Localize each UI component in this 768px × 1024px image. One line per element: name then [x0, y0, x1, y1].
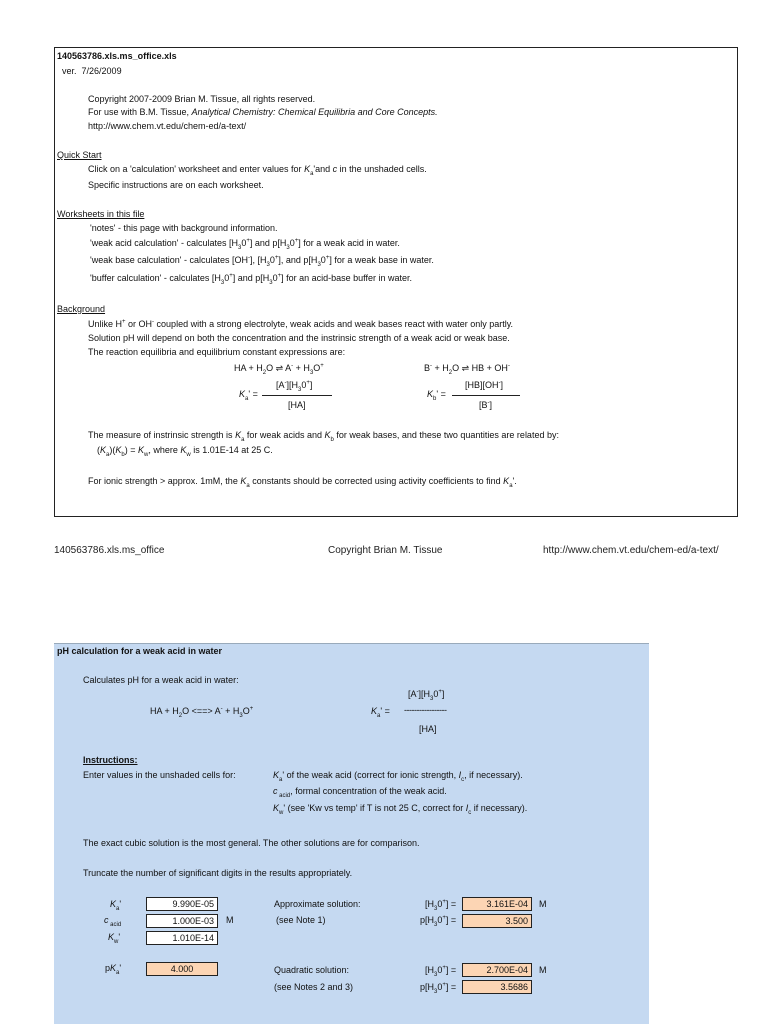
instructions-lead: Enter values in the unshaded cells for: [83, 770, 236, 780]
quadratic-solution-note: (see Notes 2 and 3) [274, 982, 354, 992]
approx-solution-note: (see Note 1) [276, 915, 326, 925]
approx-solution-label: Approximate solution: [274, 899, 361, 909]
acid-sheet-intro: Calculates pH for a weak acid in water: [83, 675, 239, 685]
instruction-ka: $K_a'$ of the weak acid (correct for ionic strength, $I_c$, if necessary). [273, 770, 523, 783]
pka-output: 4.000 [146, 962, 218, 976]
book-title: Analytical Chemistry: Chemical Equilibria and Core Concepts. [191, 107, 438, 117]
footer-copyright: Copyright Brian M. Tissue [328, 545, 443, 556]
version-date: 7/26/2009 [81, 66, 122, 76]
approx-h3o-unit: M [539, 899, 547, 909]
background-line3: The reaction equilibria and equilibrium constant expressions are: [88, 347, 346, 357]
worksheet-item-buffer: 'buffer calculation' - calculates $[H_30^+]$ and $p[H_30^+]$ for an acid-base buffer in water. [90, 273, 413, 286]
kw-input-label: $K_w'$ [108, 932, 121, 945]
ka-input-label: $K_a'$ [110, 899, 122, 912]
quadratic-h3o-unit: M [539, 965, 547, 975]
truncate-note: Truncate the number of significant digits in the results appropriately. [83, 868, 353, 878]
quadratic-solution-label: Quadratic solution: [274, 965, 350, 975]
acid-sheet-ka-numerator: $[A^-][H_30^+]$ [408, 689, 445, 702]
acid-sheet-title: pH calculation for a weak acid in water [57, 646, 223, 656]
acid-sheet-ka-dashes: ----------------- [404, 705, 447, 715]
quick-start-line2: Specific instructions are on each worksheet. [88, 180, 264, 190]
url-line[interactable]: http://www.chem.vt.edu/chem-ed/a-text/ [88, 121, 247, 131]
ka-denominator: [HA] [288, 400, 306, 410]
ka-numerator: $[A^-][H_30^+]$ [276, 380, 313, 393]
quick-start-heading: Quick Start [57, 150, 102, 160]
instruction-kw: $K_w'$ (see 'Kw vs temp' if T is not 25 C, correct for $I_c$ if necessary). [273, 803, 528, 816]
footer-filename: 140563786.xls.ms_office [54, 545, 165, 556]
c-acid-input-label: c $_{acid}$ [104, 915, 122, 928]
acid-equilibrium-equation: HA + $H_2O$ ⇌ $A^- + H_3O^+$ [234, 363, 324, 376]
copyright-line: Copyright 2007-2009 Brian M. Tissue, all rights reserved. [88, 94, 316, 104]
approx-ph-output: 3.500 [462, 914, 532, 928]
quick-start-line1: Click on a 'calculation' worksheet and enter values for $K_a'and$ c in the unshaded cells. [88, 164, 427, 177]
ka-fraction-bar [262, 395, 332, 396]
background-line2: Solution pH will depend on both the concentration and the instrinsic strength of a weak acid or weak base. [88, 333, 510, 343]
kw-value: 1.01E-14 [202, 445, 239, 455]
ionic-strength-note: For ionic strength > approx. 1mM, the $K_a$ constants should be corrected using activity coefficients to find $K_a'$. [88, 476, 517, 489]
kb-numerator: [HB][OH-] [465, 380, 504, 390]
ka-input[interactable]: 9.990E-05 [146, 897, 218, 911]
instructions-heading: Instructions: [83, 755, 138, 765]
pka-label: $pK_a'$ [105, 963, 122, 976]
footer-url: http://www.chem.vt.edu/chem-ed/a-text/ [543, 545, 719, 556]
quadratic-h3o-output: 2.700E-04 [462, 963, 532, 977]
acid-sheet-ka-symbol: $K_a'$ = [371, 706, 390, 719]
worksheet-item-weak-base: 'weak base calculation' - calculates [OH-], $[H_30^+]$, and $p[H_30^+]$ for a weak base in water. [90, 255, 434, 268]
kb-symbol: $K_b'$ = [427, 389, 446, 402]
worksheets-heading: Worksheets in this file [57, 209, 145, 219]
approx-h3o-label: $[H_30^+]$ = [425, 899, 457, 912]
weak-acid-sheet [54, 643, 649, 1024]
ka-symbol: $K_a'$ = [239, 389, 258, 402]
cubic-note: The exact cubic solution is the most general. The other solutions are for comparison. [83, 838, 420, 848]
use-line: For use with B.M. Tissue, Analytical Chemistry: Chemical Equilibria and Core Concepts. [88, 107, 438, 117]
kw-relation: $(K_a)(K_b) = K_w$, where $K_w$ is 1.01E-14 at 25 C. [97, 445, 273, 458]
approx-ph-label: $p[H_30^+]$ = [420, 915, 457, 928]
base-equilibrium-equation: $B^- + H_2O$ ⇌ HB + OH- [424, 363, 510, 376]
background-line1: Unlike H+ or OH- coupled with a strong electrolyte, weak acids and weak bases react with water only partly. [88, 319, 514, 329]
background-heading: Background [57, 304, 106, 314]
kw-input[interactable]: 1.010E-14 [146, 931, 218, 945]
quadratic-ph-output: 3.5686 [462, 980, 532, 994]
c-acid-input[interactable]: 1.000E-03 [146, 914, 218, 928]
kb-fraction-bar [452, 395, 520, 396]
file-name: 140563786.xls.ms_office.xls [57, 51, 177, 61]
worksheet-item-weak-acid: 'weak acid calculation' - calculates $[H_30^+]$ and $p[H_30^+]$ for a weak acid in water. [90, 238, 400, 251]
version-line: ver. 7/26/2009 [62, 66, 122, 76]
kb-denominator: [B-] [479, 400, 493, 410]
quadratic-h3o-label: $[H_30^+]$ = [425, 965, 457, 978]
approx-h3o-output: 3.161E-04 [462, 897, 532, 911]
quadratic-ph-label: $p[H_30^+]$ = [420, 982, 457, 995]
c-acid-unit: M [226, 915, 234, 925]
measure-line: The measure of instrinsic strength is $K_a$ for weak acids and $K_b$ for weak bases, and these two quantities are related by: [88, 430, 559, 443]
instruction-c-acid: c $_{acid}$, formal concentration of the weak acid. [273, 786, 447, 799]
acid-sheet-equation: HA + $H_2O$ <==> $A^- + H_3O^+$ [150, 706, 254, 719]
worksheet-item-notes: 'notes' - this page with background information. [90, 223, 278, 233]
acid-sheet-ka-denominator: [HA] [419, 724, 437, 734]
